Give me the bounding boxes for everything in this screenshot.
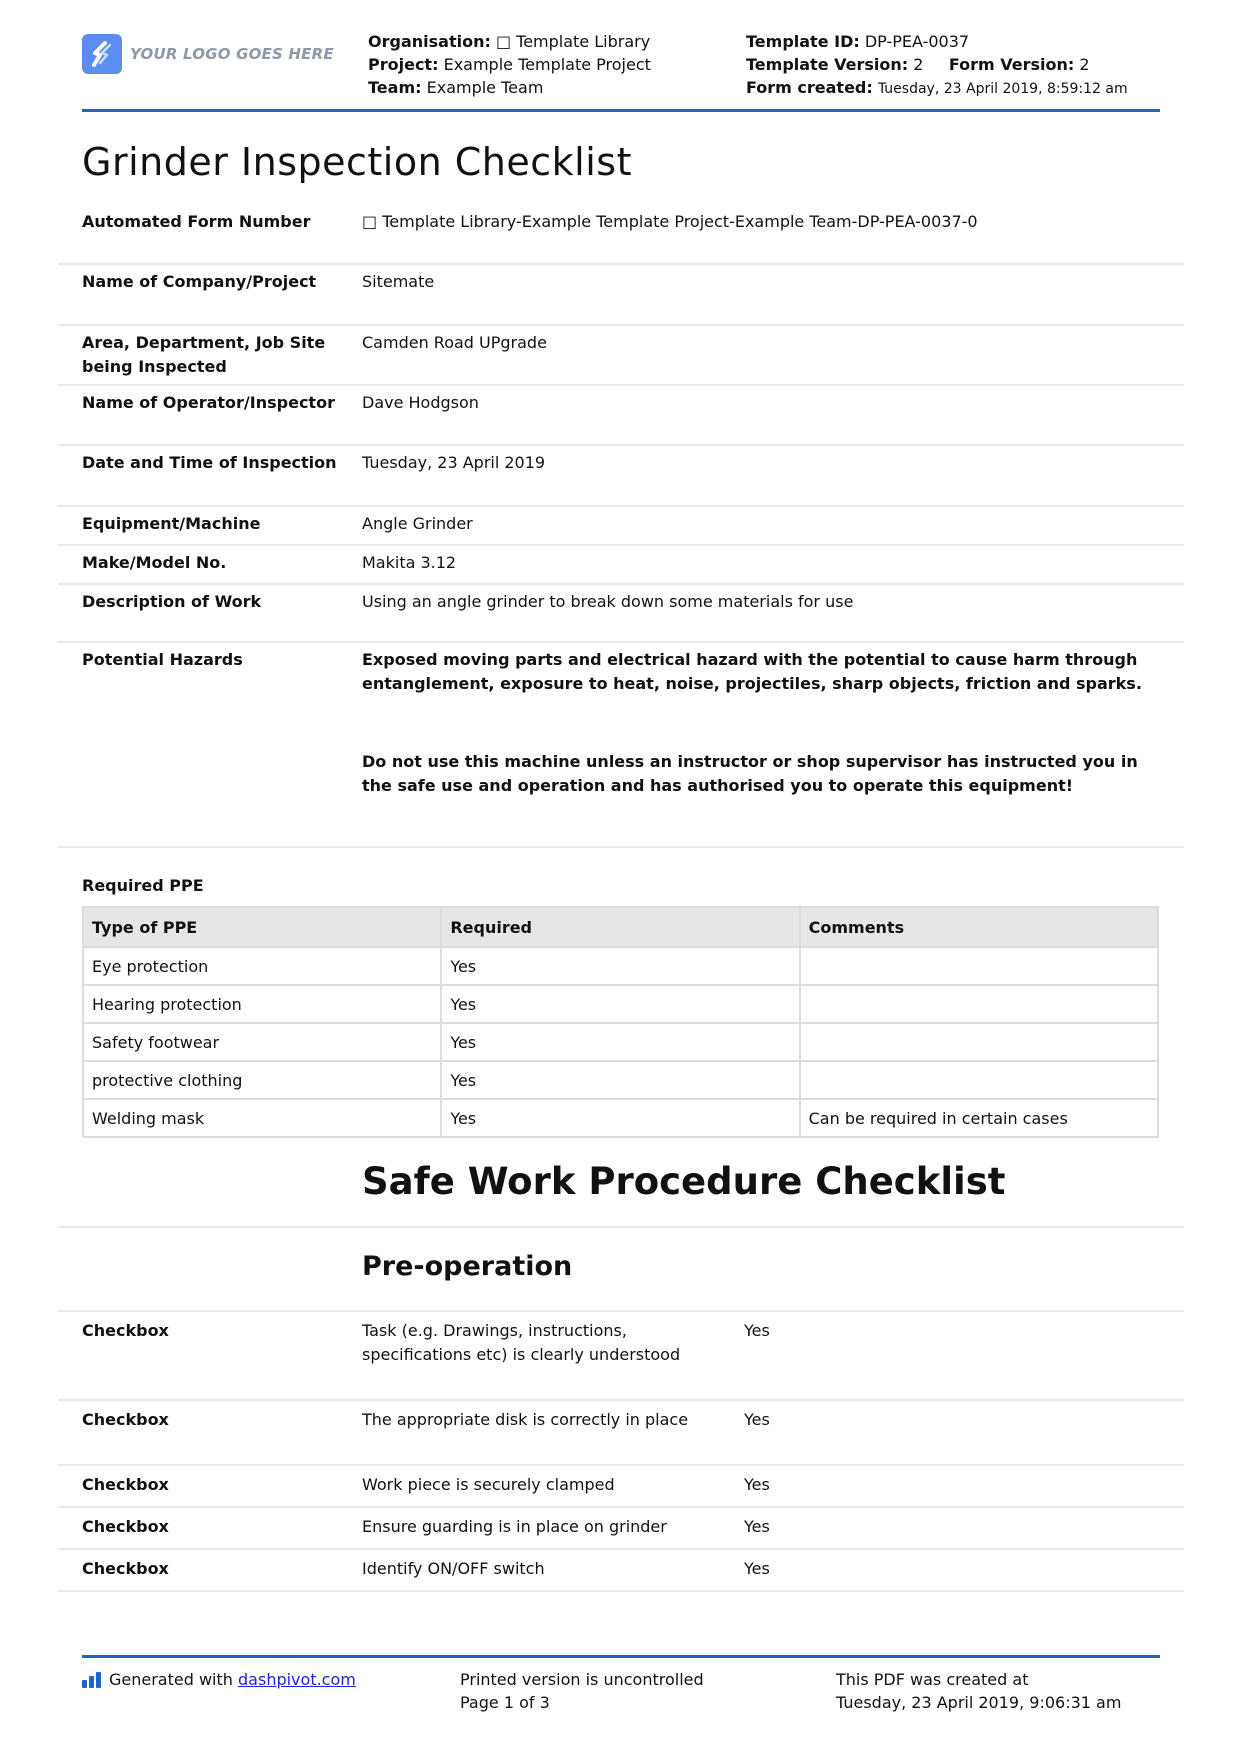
- field-row: [58, 546, 1184, 585]
- project-label: Project:: [368, 55, 439, 74]
- header-divider: [82, 109, 1160, 112]
- footer-print-info: [460, 1668, 704, 1714]
- field-value: □ Template Library-Example Template Project-Example Team-DP-PEA-0037-0: [362, 212, 978, 231]
- hazards-label: Potential Hazards: [82, 650, 243, 669]
- field-value: Camden Road UPgrade: [362, 333, 547, 352]
- field-label: Name of Company/Project: [82, 272, 317, 291]
- generated-prefix: Generated with: [109, 1670, 233, 1689]
- field-row: [58, 265, 1184, 326]
- footer-generated: [82, 1668, 356, 1691]
- checklist-task: Ensure guarding is in place on grinder: [362, 1517, 667, 1536]
- ppe-comments-cell: [800, 1061, 1158, 1099]
- ppe-comments-cell: [800, 1023, 1158, 1061]
- ppe-section-label: Required PPE: [82, 876, 204, 895]
- created-prefix: This PDF was created at: [836, 1670, 1029, 1689]
- checklist-label: Checkbox: [82, 1517, 169, 1536]
- footer-divider: [82, 1655, 1160, 1658]
- field-label: Area, Department, Job Site being Inspected: [82, 333, 326, 376]
- template-id-value: DP-PEA-0037: [864, 32, 970, 51]
- ppe-type-cell: protective clothing: [83, 1061, 441, 1099]
- list-item: [58, 1401, 1184, 1466]
- form-version-value: 2: [1079, 55, 1090, 74]
- checklist-value: Yes: [744, 1475, 770, 1494]
- ppe-header-row: [83, 907, 1158, 947]
- section-title: Safe Work Procedure Checklist: [362, 1160, 1006, 1203]
- project-value: Example Template Project: [443, 55, 651, 74]
- hazards-warning: Do not use this machine unless an instructor or shop supervisor has instructed you in the safe use and operation and has authorised you to operate this equipment!: [362, 752, 1138, 795]
- checklist-label: Checkbox: [82, 1559, 169, 1578]
- field-label: Description of Work: [82, 592, 262, 611]
- field-label: Date and Time of Inspection: [82, 453, 337, 472]
- bar-chart-icon: [82, 1672, 101, 1688]
- ppe-type-cell: Safety footwear: [83, 1023, 441, 1061]
- checklist-task: Work piece is securely clamped: [362, 1475, 615, 1494]
- field-value: Makita 3.12: [362, 553, 457, 572]
- table-row: [83, 1099, 1158, 1137]
- template-version-value: 2: [913, 55, 924, 74]
- logo-icon: [82, 34, 122, 74]
- checklist-task: Identify ON/OFF switch: [362, 1559, 545, 1578]
- footer-created-info: [836, 1668, 1121, 1714]
- checklist-value: Yes: [744, 1321, 770, 1340]
- form-fields: [58, 205, 1184, 848]
- checklist-task: Task (e.g. Drawings, instructions, specifications etc) is clearly understood: [362, 1321, 681, 1364]
- field-row: [58, 446, 1184, 507]
- checklist: [58, 1312, 1184, 1592]
- ppe-column-header: Comments: [800, 907, 1158, 947]
- checklist-label: Checkbox: [82, 1410, 169, 1429]
- field-row: [58, 585, 1184, 643]
- created-at: Tuesday, 23 April 2019, 9:06:31 am: [836, 1693, 1122, 1712]
- ppe-comments-cell: [800, 985, 1158, 1023]
- field-row: [58, 507, 1184, 546]
- list-item: [58, 1550, 1184, 1592]
- checklist-label: Checkbox: [82, 1475, 169, 1494]
- list-item: [58, 1466, 1184, 1508]
- field-row: [58, 205, 1184, 265]
- field-value: Dave Hodgson: [362, 393, 479, 412]
- dashpivot-link[interactable]: dashpivot.com: [238, 1670, 356, 1689]
- organisation-value: □ Template Library: [495, 32, 651, 51]
- list-item: [58, 1508, 1184, 1550]
- checklist-task: The appropriate disk is correctly in place: [362, 1410, 689, 1429]
- checklist-value: Yes: [744, 1517, 770, 1536]
- table-row: [83, 947, 1158, 985]
- template-version-label: Template Version:: [746, 55, 909, 74]
- table-row: [83, 985, 1158, 1023]
- field-label: Equipment/Machine: [82, 514, 261, 533]
- template-id-label: Template ID:: [746, 32, 860, 51]
- table-row: [83, 1023, 1158, 1061]
- ppe-column-header: Type of PPE: [83, 907, 441, 947]
- field-label: Make/Model No.: [82, 553, 227, 572]
- field-value: Sitemate: [362, 272, 435, 291]
- page-info: Page 1 of 3: [460, 1693, 550, 1712]
- checklist-value: Yes: [744, 1559, 770, 1578]
- ppe-type-cell: Welding mask: [83, 1099, 441, 1137]
- hazards-value: [340, 648, 1184, 838]
- ppe-comments-cell: Can be required in certain cases: [800, 1099, 1158, 1137]
- section-divider: [58, 1226, 1184, 1228]
- company-logo: [82, 34, 334, 74]
- list-item: [58, 1312, 1184, 1401]
- field-value: Angle Grinder: [362, 514, 473, 533]
- ppe-type-cell: Hearing protection: [83, 985, 441, 1023]
- field-label: Name of Operator/Inspector: [82, 393, 335, 412]
- header-template-info: [746, 30, 1128, 101]
- logo-text: YOUR LOGO GOES HERE: [130, 45, 334, 63]
- field-row: [58, 386, 1184, 446]
- form-version-label: Form Version:: [948, 55, 1075, 74]
- checklist-value: Yes: [744, 1410, 770, 1429]
- form-created-label: Form created:: [746, 78, 873, 97]
- ppe-required-cell: Yes: [441, 1061, 799, 1099]
- ppe-required-cell: Yes: [441, 1099, 799, 1137]
- subsection-title: Pre-operation: [362, 1251, 573, 1282]
- organisation-label: Organisation:: [368, 32, 491, 51]
- field-value: Tuesday, 23 April 2019: [362, 453, 546, 472]
- ppe-comments-cell: [800, 947, 1158, 985]
- team-label: Team:: [368, 78, 422, 97]
- hazards-row: [58, 643, 1184, 848]
- header-org-info: [368, 30, 651, 99]
- ppe-column-header: Required: [441, 907, 799, 947]
- field-value: Using an angle grinder to break down some materials for use: [362, 592, 854, 611]
- table-row: [83, 1061, 1158, 1099]
- ppe-required-cell: Yes: [441, 1023, 799, 1061]
- field-row: [58, 326, 1184, 386]
- form-created-value: Tuesday, 23 April 2019, 8:59:12 am: [877, 81, 1128, 97]
- team-value: Example Team: [426, 78, 544, 97]
- document-header: [82, 30, 1160, 110]
- ppe-required-cell: Yes: [441, 985, 799, 1023]
- ppe-type-cell: Eye protection: [83, 947, 441, 985]
- ppe-table: [82, 906, 1159, 1138]
- document-title: Grinder Inspection Checklist: [82, 140, 632, 184]
- field-label: Automated Form Number: [82, 212, 311, 231]
- ppe-required-cell: Yes: [441, 947, 799, 985]
- hazards-description: Exposed moving parts and electrical hazard with the potential to cause harm through entanglement, exposure to heat, noise, projectiles, sharp objects, friction and sparks.: [362, 650, 1142, 693]
- checklist-label: Checkbox: [82, 1321, 169, 1340]
- printed-notice: Printed version is uncontrolled: [460, 1670, 704, 1689]
